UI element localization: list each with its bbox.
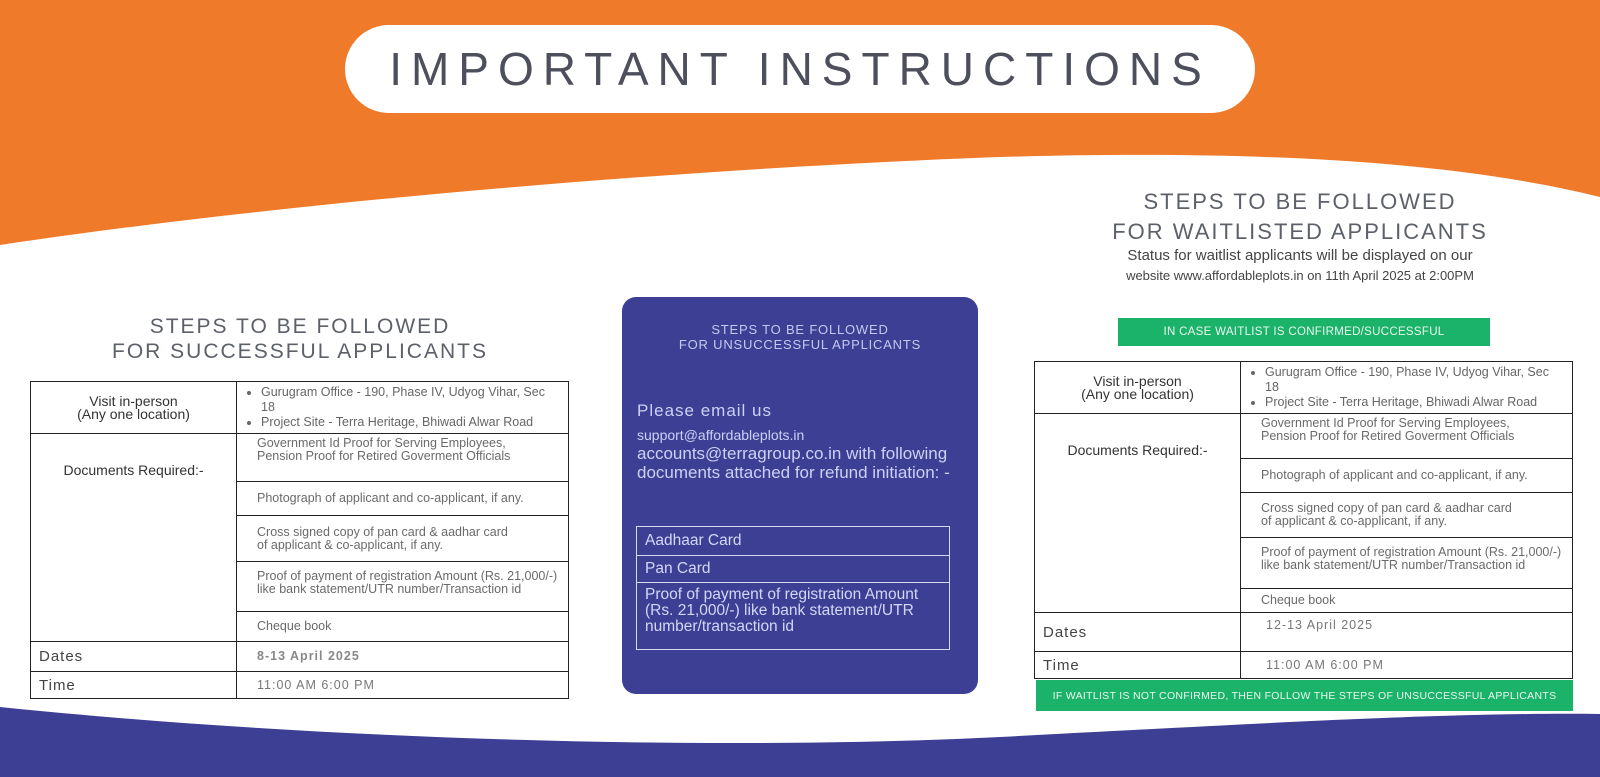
unsuccessful-heading-line-1: STEPS TO BE FOLLOWED — [711, 322, 889, 337]
time-value: 11:00 AM 6:00 PM — [1241, 652, 1573, 679]
email-intro: Please email us — [637, 401, 773, 420]
document-text: Cheque book — [1261, 593, 1336, 607]
unsuccessful-instructions — [637, 401, 967, 482]
status-line-2: website www.affordableplots.in on 11th April 2025 at 2:00PM — [1126, 268, 1474, 283]
document-item — [237, 516, 569, 562]
document-text: Proof of payment of registration Amount (Rs. 21,000/-) — [257, 569, 558, 583]
document-text: Photograph of applicant and co-applicant, if any. — [257, 491, 524, 505]
document-text: Cross signed copy of pan card & aadhar card — [257, 524, 508, 539]
document-text: Government Id Proof for Serving Employees, — [1261, 416, 1510, 430]
document-item — [237, 482, 569, 516]
document-item — [1241, 459, 1573, 493]
visit-label-cell — [1035, 362, 1241, 414]
document-text: like bank statement/UTR number/Transaction id — [1261, 558, 1526, 572]
page-title: IMPORTANT INSTRUCTIONS — [345, 25, 1255, 113]
location-item: • Gurugram Office - 190, Phase IV, Udyog Vihar, Sec 18 — [261, 385, 560, 415]
successful-heading — [100, 314, 500, 364]
support-email: support@affordableplots.in — [637, 427, 805, 443]
visit-label-line-1: Visit in-person — [89, 392, 178, 409]
location-item: • Project Site - Terra Heritage, Bhiwadi Alwar Road — [1265, 395, 1564, 410]
document-text: Government Id Proof for Serving Employees, — [257, 436, 506, 450]
visit-label-line-2: (Any one location) — [77, 405, 190, 422]
documents-label-cell — [1035, 414, 1241, 613]
document-item — [1241, 414, 1573, 459]
waitlisted-heading-line-1: STEPS TO BE FOLLOWED — [1143, 189, 1457, 214]
document-item — [237, 434, 569, 482]
successful-heading-line-1: STEPS TO BE FOLLOWED — [149, 315, 451, 338]
document-text: Photograph of applicant and co-applicant, if any. — [1261, 468, 1528, 482]
unsuccessful-panel — [622, 297, 978, 694]
waitlist-not-confirmed-banner: IF WAITLIST IS NOT CONFIRMED, THEN FOLLOW THE STEPS OF UNSUCCESSFUL APPLICANTS — [1036, 680, 1573, 711]
visit-label-line-2: (Any one location) — [1081, 385, 1194, 402]
documents-label: Documents Required:- — [1067, 442, 1208, 458]
unsuccessful-heading — [622, 322, 978, 352]
refund-document-item: Aadhaar Card — [637, 527, 950, 556]
successful-heading-line-2: FOR SUCCESSFUL APPLICANTS — [112, 340, 488, 363]
document-item — [1241, 493, 1573, 538]
document-text: Cross signed copy of pan card & aadhar card — [1261, 501, 1512, 515]
refund-documents-table — [636, 526, 950, 650]
document-text: Pension Proof for Retired Goverment Officials — [1261, 429, 1515, 443]
dates-value: 12-13 April 2025 — [1241, 613, 1573, 652]
locations-cell — [1241, 362, 1573, 414]
document-text: of applicant & co-applicant, if any. — [1261, 514, 1447, 528]
waitlist-status-note — [1060, 246, 1540, 286]
dates-label: Dates — [31, 642, 237, 672]
document-text: of applicant & co-applicant, if any. — [257, 537, 443, 552]
visit-label-cell — [31, 382, 237, 434]
refund-document-item: Pan Card — [637, 556, 950, 583]
waitlisted-heading — [1080, 187, 1520, 247]
waitlisted-table — [1034, 361, 1573, 679]
document-item — [237, 562, 569, 612]
document-text: Proof of payment of registration Amount (Rs. 21,000/-) — [1261, 545, 1562, 559]
location-item: • Project Site - Terra Heritage, Bhiwadi Alwar Road — [261, 415, 560, 430]
time-value: 11:00 AM 6:00 PM — [237, 672, 569, 699]
status-line-1: Status for waitlist applicants will be displayed on our — [1127, 247, 1473, 264]
waitlist-confirmed-banner: IN CASE WAITLIST IS CONFIRMED/SUCCESSFUL — [1118, 318, 1490, 346]
location-item: • Gurugram Office - 190, Phase IV, Udyog Vihar, Sec 18 — [1265, 365, 1564, 395]
refund-instructions: accounts@terragroup.co.in with following documents attached for refund initiation: - — [637, 444, 950, 482]
document-item — [1241, 589, 1573, 613]
documents-label-cell — [31, 434, 237, 642]
locations-cell — [237, 382, 569, 434]
dates-value: 8-13 April 2025 — [237, 642, 569, 672]
unsuccessful-heading-line-2: FOR UNSUCCESSFUL APPLICANTS — [678, 337, 922, 352]
dates-label: Dates — [1035, 613, 1241, 652]
visit-label-line-1: Visit in-person — [1093, 372, 1182, 389]
navy-wave — [0, 707, 1600, 777]
document-text: Cheque book — [257, 619, 332, 633]
time-label: Time — [1035, 652, 1241, 679]
documents-label: Documents Required:- — [63, 462, 204, 478]
document-item — [1241, 538, 1573, 589]
document-text: like bank statement/UTR number/Transaction id — [257, 582, 522, 596]
document-item — [237, 612, 569, 642]
time-label: Time — [31, 672, 237, 699]
waitlisted-heading-line-2: FOR WAITLISTED APPLICANTS — [1112, 219, 1488, 244]
successful-table — [30, 381, 569, 699]
refund-document-item: Proof of payment of registration Amount (Rs. 21,000/-) like bank statement/UTR number/transaction id — [637, 583, 950, 650]
document-text: Pension Proof for Retired Goverment Officials — [257, 449, 511, 463]
